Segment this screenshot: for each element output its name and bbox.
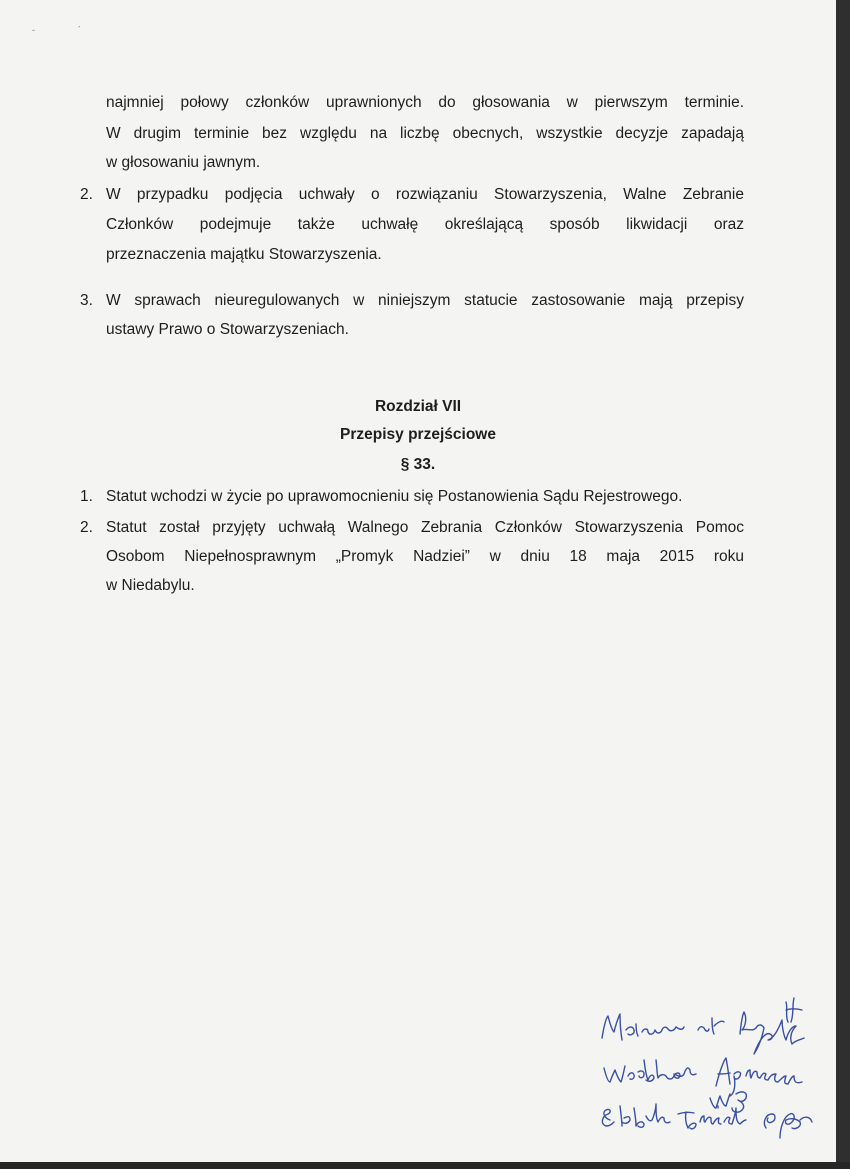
scanner-edge-bottom <box>0 1162 850 1169</box>
list-item-line: przeznaczenia majątku Stowarzyszenia. <box>106 246 382 263</box>
list-item-line: W sprawach nieuregulowanych w niniejszym statucie zastosowanie mają przepisy <box>106 292 744 309</box>
paragraph-line: W drugim terminie bez względu na liczbę obecnych, wszystkie decyzje zapadają <box>106 125 744 142</box>
list-item-line: Statut został przyjęty uchwałą Walnego Zebrania Członków Stowarzyszenia Pomoc <box>106 519 744 536</box>
chapter-subtitle: Przepisy przejściowe <box>340 426 496 443</box>
list-number: 1. <box>80 488 93 505</box>
section-number: § 33. <box>400 456 436 473</box>
list-item-line: Członków podejmuje także uchwałę określającą sposób likwidacji oraz <box>106 216 744 233</box>
list-item-line: Statut wchodzi w życie po uprawomocnieniu się Postanowienia Sądu Rejestrowego. <box>106 488 683 505</box>
margin-mark: - <box>32 25 35 35</box>
list-number: 2. <box>80 186 93 203</box>
margin-mark: ´ <box>78 25 81 35</box>
list-item-line: ustawy Prawo o Stowarzyszeniach. <box>106 321 349 338</box>
list-item-line: Osobom Niepełnosprawnym „Promyk Nadziei” w dniu 18 maja 2015 roku <box>106 548 744 565</box>
paragraph-line: w głosowaniu jawnym. <box>106 154 261 171</box>
list-item-line: w Niedabylu. <box>106 577 195 594</box>
list-number: 3. <box>80 292 93 309</box>
chapter-title: Rozdział VII <box>374 398 462 415</box>
handwritten-signatures <box>590 990 835 1140</box>
paragraph-line: najmniej połowy członków uprawnionych do głosowania w pierwszym terminie. <box>106 94 744 111</box>
list-number: 2. <box>80 519 93 536</box>
list-item-line: W przypadku podjęcia uchwały o rozwiązaniu Stowarzyszenia, Walne Zebranie <box>106 186 744 203</box>
scanner-edge-right <box>836 0 850 1169</box>
